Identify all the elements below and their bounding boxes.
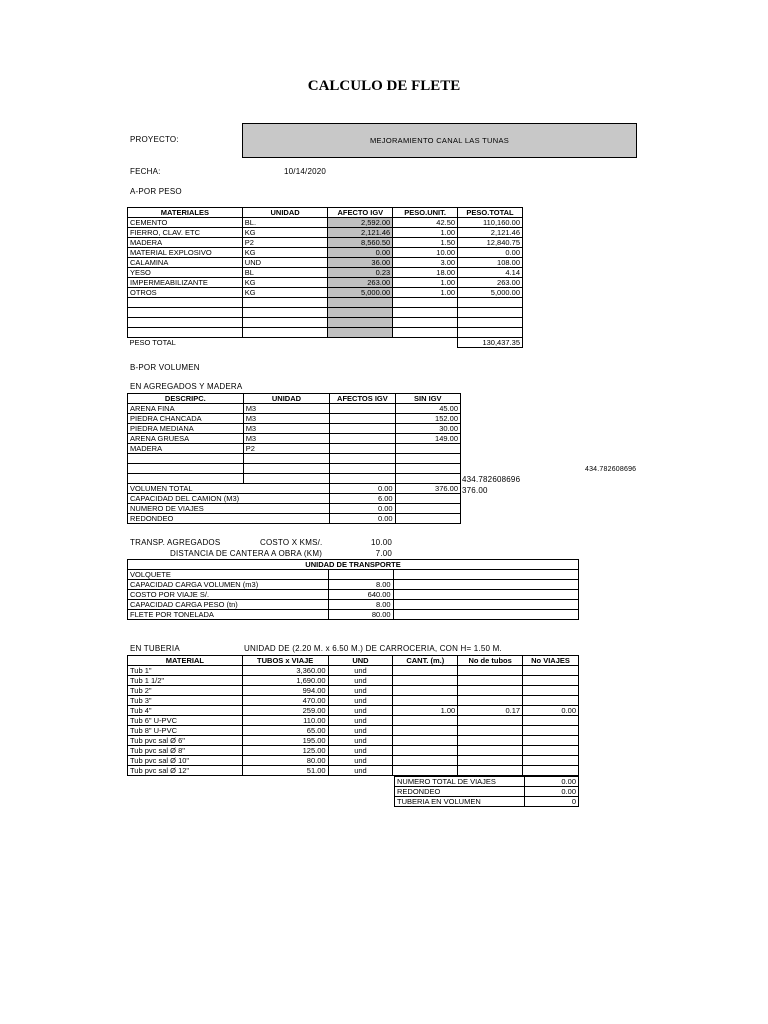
tuberia-header-row — [128, 656, 579, 666]
peso-cell: YESO — [128, 268, 243, 278]
tuberia-cell — [523, 726, 579, 736]
peso-empty-cell — [242, 298, 328, 308]
tuberia-desc: UNIDAD DE (2.20 M. x 6.50 M.) DE CARROCERIA, CON H= 1.50 M. — [244, 644, 502, 653]
tuberia-cell: 0.00 — [523, 706, 579, 716]
unidad-empty — [393, 590, 578, 600]
tuberia-cell: und — [328, 676, 393, 686]
tuberia-cell: Tub pvc sal Ø 6" — [128, 736, 243, 746]
peso-empty-cell — [242, 318, 328, 328]
volumen-row — [128, 444, 461, 454]
peso-empty-cell — [328, 298, 393, 308]
tuberia-cell — [458, 716, 523, 726]
peso-cell: 12,840.75 — [458, 238, 523, 248]
tuberia-cell: 470.00 — [242, 696, 328, 706]
peso-cell: 3.00 — [393, 258, 458, 268]
volumen-empty-row — [128, 474, 461, 484]
tuberia-cell: 195.00 — [242, 736, 328, 746]
tuberia-header-cell: No de tubos — [458, 656, 523, 666]
unidad-value — [328, 570, 393, 580]
volumen-header-cell: AFECTOS IGV — [330, 394, 395, 404]
tuberia-row — [128, 736, 579, 746]
volumen-empty-cell — [243, 464, 330, 474]
unidad-row — [128, 590, 579, 600]
peso-cell: 2,121.46 — [458, 228, 523, 238]
unidad-value: 8.00 — [328, 600, 393, 610]
tuberia-cell: und — [328, 726, 393, 736]
peso-row — [128, 258, 523, 268]
tuberia-cell — [458, 746, 523, 756]
unidad-row — [128, 570, 579, 580]
tuberia-cell: Tub 6" U-PVC — [128, 716, 243, 726]
tuberia-cell: 994.00 — [242, 686, 328, 696]
peso-cell: BL — [242, 268, 328, 278]
tuberia-cell — [458, 726, 523, 736]
peso-row — [128, 268, 523, 278]
tuberia-cell: 1,690.00 — [242, 676, 328, 686]
peso-empty-cell — [458, 298, 523, 308]
volumen-header-cell: UNIDAD — [243, 394, 330, 404]
agregados-label: EN AGREGADOS Y MADERA — [130, 382, 243, 391]
peso-cell: 36.00 — [328, 258, 393, 268]
tuberia-row — [128, 726, 579, 736]
tuberia-cell: Tub pvc sal Ø 10" — [128, 756, 243, 766]
unidad-empty — [393, 600, 578, 610]
tuberia-cell: und — [328, 706, 393, 716]
tuberia-cell — [458, 736, 523, 746]
tuberia-header-cell: CANT. (m.) — [393, 656, 458, 666]
volumen-cell: PIEDRA MEDIANA — [128, 424, 244, 434]
peso-cell: MATERIAL EXPLOSIVO — [128, 248, 243, 258]
volumen-cell: 45.00 — [395, 404, 460, 414]
tuberia-cell — [458, 756, 523, 766]
peso-table — [127, 207, 523, 348]
unidad-value: 80.00 — [328, 610, 393, 620]
tuberia-cell — [393, 766, 458, 776]
peso-cell: 8,560.50 — [328, 238, 393, 248]
peso-total-value: 130,437.35 — [458, 338, 523, 348]
page-title: CALCULO DE FLETE — [307, 78, 461, 94]
tuberia-cell — [393, 716, 458, 726]
peso-cell: KG — [242, 288, 328, 298]
peso-cell: 1.50 — [393, 238, 458, 248]
tuberia-header-cell: No VIAJES — [523, 656, 579, 666]
peso-empty-cell — [393, 298, 458, 308]
peso-cell: MADERA — [128, 238, 243, 248]
peso-cell: 2,121.46 — [328, 228, 393, 238]
volumen-cell: ARENA GRUESA — [128, 434, 244, 444]
volumen-header-row — [128, 394, 461, 404]
tuberia-cell — [458, 676, 523, 686]
peso-empty-cell — [458, 328, 523, 338]
volumen-row — [128, 404, 461, 414]
volumen-empty-cell — [243, 474, 330, 484]
unidad-value: 640.00 — [328, 590, 393, 600]
peso-cell: 4.14 — [458, 268, 523, 278]
tuberia-cell — [393, 726, 458, 736]
tuberia-cell — [393, 736, 458, 746]
peso-row — [128, 248, 523, 258]
tuberia-table — [127, 655, 579, 776]
volumen-summary-value: 0.00 — [330, 484, 395, 494]
tuberia-row — [128, 766, 579, 776]
volumen-cell — [330, 414, 395, 424]
tuberia-summary-label: NUMERO TOTAL DE VIAJES — [395, 777, 525, 787]
peso-cell: CALAMINA — [128, 258, 243, 268]
volumen-header-cell: SIN IGV — [395, 394, 460, 404]
volumen-summary-label: NUMERO DE VIAJES — [128, 504, 330, 514]
tuberia-summary-label: REDONDEO — [395, 787, 525, 797]
tuberia-summary-table — [394, 776, 579, 807]
proyecto-box — [242, 123, 637, 158]
distancia-label: DISTANCIA DE CANTERA A OBRA (KM) — [170, 549, 323, 558]
tuberia-summary-row — [395, 777, 579, 787]
peso-header-cell: PESO.UNIT. — [393, 208, 458, 218]
volumen-summary-value: 6.00 — [330, 494, 395, 504]
peso-row — [128, 228, 523, 238]
tuberia-summary-value: 0 — [524, 797, 578, 807]
tuberia-cell: und — [328, 736, 393, 746]
side-value-1: 434.782608696 — [585, 466, 637, 473]
volumen-empty-cell — [128, 454, 244, 464]
tuberia-cell: 125.00 — [242, 746, 328, 756]
unidad-row — [128, 580, 579, 590]
peso-empty-cell — [128, 318, 243, 328]
tuberia-cell: 65.00 — [242, 726, 328, 736]
peso-empty-cell — [458, 318, 523, 328]
unidad-label: CAPACIDAD CARGA VOLUMEN (m3) — [128, 580, 329, 590]
volumen-summary-extra — [395, 504, 460, 514]
tuberia-summary-row — [395, 797, 579, 807]
volumen-cell: M3 — [243, 414, 330, 424]
tuberia-cell: und — [328, 746, 393, 756]
peso-header-row — [128, 208, 523, 218]
volumen-cell — [330, 434, 395, 444]
peso-cell: 18.00 — [393, 268, 458, 278]
peso-cell: P2 — [242, 238, 328, 248]
peso-empty-row — [128, 298, 523, 308]
volumen-empty-cell — [395, 464, 460, 474]
peso-cell: CEMENTO — [128, 218, 243, 228]
tuberia-cell: Tub 1" — [128, 666, 243, 676]
unidad-label: VOLQUETE — [128, 570, 329, 580]
unidad-empty — [393, 570, 578, 580]
volumen-summary-row — [128, 494, 461, 504]
tuberia-cell: 0.17 — [458, 706, 523, 716]
tuberia-summary-value: 0.00 — [524, 787, 578, 797]
peso-total-row — [128, 338, 523, 348]
tuberia-row — [128, 706, 579, 716]
volumen-cell — [330, 404, 395, 414]
transp-label: TRANSP. AGREGADOS — [130, 538, 221, 547]
volumen-empty-cell — [330, 464, 395, 474]
volumen-empty-cell — [128, 474, 244, 484]
tuberia-cell — [458, 686, 523, 696]
peso-empty-cell — [242, 328, 328, 338]
tuberia-cell — [393, 756, 458, 766]
tuberia-cell — [458, 666, 523, 676]
volumen-table — [127, 393, 461, 524]
peso-cell: 1.00 — [393, 288, 458, 298]
volumen-summary-extra: 376.00 — [395, 484, 460, 494]
tuberia-label: EN TUBERIA — [130, 644, 180, 653]
peso-empty-cell — [242, 308, 328, 318]
peso-header-cell: PESO.TOTAL — [458, 208, 523, 218]
volumen-empty-row — [128, 464, 461, 474]
volumen-cell — [395, 444, 460, 454]
fecha-value: 10/14/2020 — [284, 167, 327, 176]
volumen-cell: 152.00 — [395, 414, 460, 424]
unidad-row — [128, 610, 579, 620]
peso-cell: 0.00 — [328, 248, 393, 258]
peso-cell: 263.00 — [328, 278, 393, 288]
volumen-row — [128, 434, 461, 444]
tuberia-row — [128, 756, 579, 766]
peso-header-cell: UNIDAD — [242, 208, 328, 218]
volumen-cell: PIEDRA CHANCADA — [128, 414, 244, 424]
volumen-empty-cell — [395, 474, 460, 484]
volumen-cell: P2 — [243, 444, 330, 454]
volumen-summary-value: 0.00 — [330, 504, 395, 514]
tuberia-header-cell: TUBOS x VIAJE — [242, 656, 328, 666]
tuberia-cell: 110.00 — [242, 716, 328, 726]
peso-cell: 1.00 — [393, 228, 458, 238]
peso-empty-row — [128, 318, 523, 328]
tuberia-cell: Tub 4" — [128, 706, 243, 716]
peso-cell: 5,000.00 — [458, 288, 523, 298]
volumen-summary-extra — [395, 514, 460, 524]
peso-cell: 5,000.00 — [328, 288, 393, 298]
tuberia-cell: 259.00 — [242, 706, 328, 716]
peso-cell: 0.00 — [458, 248, 523, 258]
peso-cell: 2,592.00 — [328, 218, 393, 228]
tuberia-header-cell: MATERIAL — [128, 656, 243, 666]
peso-cell: KG — [242, 248, 328, 258]
peso-empty-cell — [328, 328, 393, 338]
tuberia-cell: 51.00 — [242, 766, 328, 776]
peso-empty-cell — [328, 318, 393, 328]
volumen-summary-row — [128, 504, 461, 514]
tuberia-cell: 1.00 — [393, 706, 458, 716]
tuberia-cell — [523, 736, 579, 746]
peso-cell: 1.00 — [393, 278, 458, 288]
tuberia-row — [128, 746, 579, 756]
tuberia-row — [128, 696, 579, 706]
section-a-label: A-POR PESO — [130, 187, 182, 196]
unidad-header: UNIDAD DE TRANSPORTE — [128, 560, 579, 570]
tuberia-cell: und — [328, 666, 393, 676]
tuberia-cell: Tub pvc sal Ø 8" — [128, 746, 243, 756]
volumen-summary-row — [128, 514, 461, 524]
proyecto-label: PROYECTO: — [130, 135, 179, 144]
volumen-empty-cell — [395, 454, 460, 464]
distancia-value: 7.00 — [375, 549, 392, 558]
volumen-summary-value: 0.00 — [330, 514, 395, 524]
volumen-summary-label: VOLUMEN TOTAL — [128, 484, 330, 494]
volumen-cell — [330, 424, 395, 434]
costo-value: 10.00 — [370, 538, 392, 547]
costo-label: COSTO X KMS/. — [260, 538, 323, 547]
volumen-cell: MADERA — [128, 444, 244, 454]
peso-row — [128, 278, 523, 288]
tuberia-cell: 3,360.00 — [242, 666, 328, 676]
volumen-cell: M3 — [243, 424, 330, 434]
unidad-transporte-table — [127, 559, 579, 620]
peso-empty-cell — [393, 318, 458, 328]
tuberia-cell: und — [328, 696, 393, 706]
peso-empty-row — [128, 328, 523, 338]
volumen-empty-row — [128, 454, 461, 464]
tuberia-cell: und — [328, 766, 393, 776]
peso-empty-cell — [458, 308, 523, 318]
tuberia-cell: und — [328, 716, 393, 726]
side-value-2: 434.782608696 — [462, 475, 521, 484]
peso-cell: 108.00 — [458, 258, 523, 268]
volumen-empty-cell — [330, 454, 395, 464]
tuberia-cell: Tub 8" U-PVC — [128, 726, 243, 736]
tuberia-cell: Tub 1 1/2" — [128, 676, 243, 686]
unidad-label: FLETE POR TONELADA — [128, 610, 329, 620]
unidad-empty — [393, 610, 578, 620]
volumen-summary-extra — [395, 494, 460, 504]
volumen-header-cell: DESCRIPC. — [128, 394, 244, 404]
volumen-cell: M3 — [243, 434, 330, 444]
peso-empty-cell — [393, 308, 458, 318]
tuberia-cell: und — [328, 756, 393, 766]
volumen-row — [128, 414, 461, 424]
volumen-cell: M3 — [243, 404, 330, 414]
peso-cell: IMPERMEABILIZANTE — [128, 278, 243, 288]
tuberia-cell — [523, 676, 579, 686]
tuberia-cell: und — [328, 686, 393, 696]
tuberia-row — [128, 676, 579, 686]
tuberia-cell: 80.00 — [242, 756, 328, 766]
peso-cell: KG — [242, 278, 328, 288]
unidad-value: 8.00 — [328, 580, 393, 590]
peso-total-label: PESO TOTAL — [128, 338, 458, 348]
peso-header-cell: MATERIALES — [128, 208, 243, 218]
volumen-cell: ARENA FINA — [128, 404, 244, 414]
volumen-row — [128, 424, 461, 434]
tuberia-cell — [523, 696, 579, 706]
tuberia-cell — [393, 746, 458, 756]
tuberia-cell — [523, 666, 579, 676]
peso-empty-cell — [393, 328, 458, 338]
tuberia-cell — [393, 686, 458, 696]
fecha-label: FECHA: — [130, 167, 161, 176]
volumen-empty-cell — [243, 454, 330, 464]
peso-cell: KG — [242, 228, 328, 238]
peso-cell: 110,160.00 — [458, 218, 523, 228]
peso-header-cell: AFECTO IGV — [328, 208, 393, 218]
tuberia-row — [128, 686, 579, 696]
tuberia-row — [128, 716, 579, 726]
tuberia-cell — [523, 746, 579, 756]
peso-empty-row — [128, 308, 523, 318]
tuberia-summary-value: 0.00 — [524, 777, 578, 787]
peso-cell: 263.00 — [458, 278, 523, 288]
peso-row — [128, 218, 523, 228]
tuberia-cell — [393, 676, 458, 686]
tuberia-summary-label: TUBERIA EN VOLUMEN — [395, 797, 525, 807]
unidad-label: CAPACIDAD CARGA PESO (tn) — [128, 600, 329, 610]
peso-row — [128, 238, 523, 248]
tuberia-cell — [523, 686, 579, 696]
peso-cell: UND — [242, 258, 328, 268]
tuberia-header-cell: UND — [328, 656, 393, 666]
peso-empty-cell — [128, 298, 243, 308]
tuberia-cell — [458, 766, 523, 776]
volumen-empty-cell — [128, 464, 244, 474]
volumen-summary-row — [128, 484, 461, 494]
volumen-summary-label: CAPACIDAD DEL CAMION (M3) — [128, 494, 330, 504]
peso-empty-cell — [128, 328, 243, 338]
tuberia-summary-row — [395, 787, 579, 797]
tuberia-cell — [523, 766, 579, 776]
peso-cell: 10.00 — [393, 248, 458, 258]
proyecto-name: MEJORAMIENTO CANAL LAS TUNAS — [369, 136, 510, 145]
unidad-empty — [393, 580, 578, 590]
peso-cell: 0.23 — [328, 268, 393, 278]
tuberia-cell — [523, 716, 579, 726]
tuberia-cell: Tub pvc sal Ø 12" — [128, 766, 243, 776]
side-total: 376.00 — [462, 486, 488, 495]
tuberia-cell — [523, 756, 579, 766]
peso-cell: OTROS — [128, 288, 243, 298]
volumen-empty-cell — [330, 474, 395, 484]
volumen-cell — [330, 444, 395, 454]
unidad-label: COSTO POR VIAJE S/. — [128, 590, 329, 600]
peso-empty-cell — [328, 308, 393, 318]
peso-cell: BL. — [242, 218, 328, 228]
tuberia-cell — [458, 696, 523, 706]
volumen-summary-label: REDONDEO — [128, 514, 330, 524]
peso-empty-cell — [128, 308, 243, 318]
tuberia-cell: Tub 3" — [128, 696, 243, 706]
peso-row — [128, 288, 523, 298]
volumen-cell: 30.00 — [395, 424, 460, 434]
peso-cell: 42.50 — [393, 218, 458, 228]
unidad-row — [128, 600, 579, 610]
peso-cell: FIERRO, CLAV. ETC — [128, 228, 243, 238]
tuberia-row — [128, 666, 579, 676]
section-b-label: B-POR VOLUMEN — [130, 363, 200, 372]
tuberia-cell — [393, 696, 458, 706]
volumen-cell: 149.00 — [395, 434, 460, 444]
tuberia-cell: Tub 2" — [128, 686, 243, 696]
tuberia-cell — [393, 666, 458, 676]
